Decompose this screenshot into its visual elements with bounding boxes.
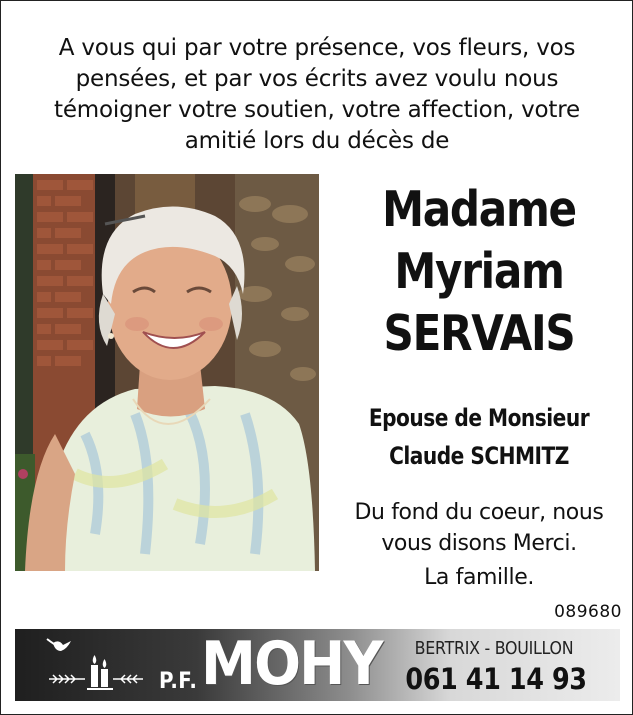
- funeral-home-banner: [15, 629, 620, 701]
- deceased-title: Madame: [382, 181, 576, 238]
- deceased-last-name: SERVAIS: [383, 305, 575, 362]
- funeral-home-location: BERTRIX - BOUILLON: [414, 638, 574, 659]
- intro-line: témoigner votre soutien, votre affection, votre: [54, 97, 580, 123]
- thanks-line: vous disons Merci.: [381, 531, 577, 556]
- intro-line: amitié lors du décès de: [184, 128, 450, 154]
- deceased-first-name: Myriam: [394, 243, 564, 300]
- family-signature: La famille.: [424, 565, 534, 590]
- funeral-home-phone: 061 41 14 93: [405, 662, 587, 696]
- funeral-home-name: MOHY: [201, 629, 382, 699]
- spouse-info: [331, 399, 627, 475]
- portrait-photo: [15, 174, 319, 571]
- intro-line: pensées, et par vos écrits avez voulu nous: [75, 66, 559, 92]
- spouse-line: Epouse de Monsieur: [368, 404, 590, 432]
- spouse-name: Claude SCHMITZ: [389, 442, 569, 470]
- dove-candles-logo-icon: [29, 631, 149, 699]
- funeral-home-prefix: P.F.: [159, 669, 198, 694]
- intro-line: A vous qui par votre présence, vos fleurs, vos: [58, 35, 576, 61]
- thanks-text: [331, 497, 627, 559]
- reference-number: 089680: [554, 602, 622, 622]
- thanks-line: Du fond du coeur, nous: [354, 500, 604, 525]
- deceased-name: [331, 179, 627, 365]
- intro-text: [21, 33, 613, 157]
